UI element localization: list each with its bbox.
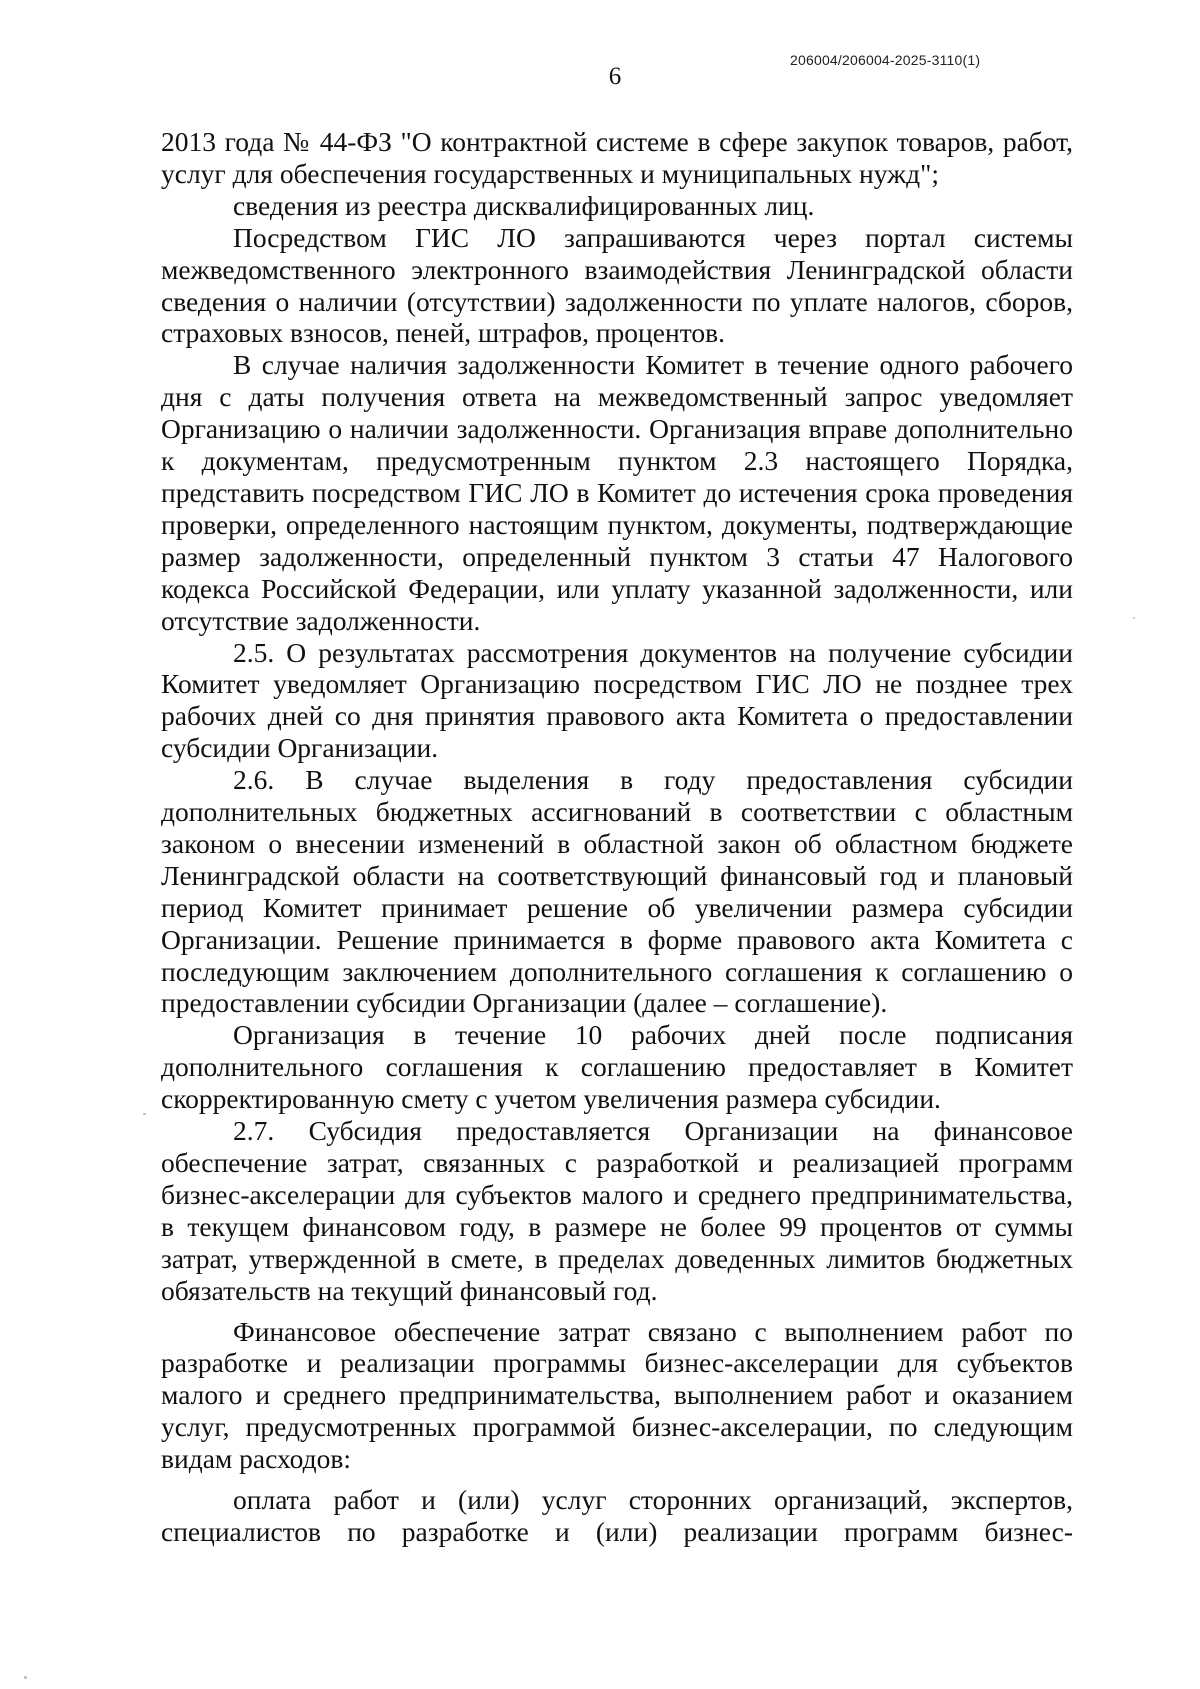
page-number: 6	[608, 63, 622, 90]
paragraph-2-7: 2.7. Субсидия предоставляется Организации на финансовое обеспечение затрат, связанных с разработкой и реализацией программ бизнес-акселерации для субъектов малого и среднего предпринимательства, в текущем финансовом году, в размере не более 99 процентов от суммы затрат, утвержденной в смете, в пределах доведенных лимитов бюджетных обязательств на текущий финансовый год.	[161, 1115, 1073, 1306]
paragraph-2-5: 2.5. О результатах рассмотрения документов на получение субсидии Комитет уведомляет Организацию посредством ГИС ЛО не позднее трех рабочих дней со дня принятия правового акта Комитета о предоставлении субсидии Организации.	[161, 636, 1073, 764]
document-registration-code: 206004/206004-2025-3110(1)	[790, 52, 981, 68]
paragraph-debt-notification: В случае наличия задолженности Комитет в течение одного рабочего дня с даты получения ответа на межведомственный запрос уведомляет Организацию о наличии задолженности. Организация вправе дополнительно к документам, предусмотренным пунктом 2.3 настоящего Порядка, представить посредством ГИС ЛО в Комитет до истечения срока проведения проверки, определенного настоящим пунктом, документы, подтверждающие размер задолженности, определенный пунктом 3 статьи 47 Налогового кодекса Российской Федерации, или уплату указанной задолженности, или отсутствие задолженности.	[161, 349, 1073, 636]
scan-speck	[1133, 617, 1135, 619]
paragraph-gis-request: Посредством ГИС ЛО запрашиваются через портал системы межведомственного электронного взаимодействия Ленинградской области сведения о наличии (отсутствии) задолженности по уплате налогов, сборов, страховых взносов, пеней, штрафов, процентов.	[161, 221, 1073, 349]
paragraph-law-reference: 2013 года № 44-ФЗ "О контрактной системе в сфере закупок товаров, работ, услуг для обеспечения государственных и муниципальных нужд";	[161, 126, 1073, 189]
scan-speck	[24, 1676, 27, 1679]
paragraph-disqualified-registry: сведения из реестра дисквалифицированных лиц.	[233, 189, 815, 221]
paragraph-updated-estimate: Организация в течение 10 рабочих дней после подписания дополнительного соглашения к соглашению предоставляет в Комитет скорректированную смету с учетом увеличения размера субсидии.	[161, 1019, 1073, 1115]
paragraph-2-6: 2.6. В случае выделения в году предоставления субсидии дополнительных бюджетных ассигнований в соответствии с областным законом о внесении изменений в областной закон об областном бюджете Ленинградской области на соответствующий финансовый год и плановый период Комитет принимает решение об увеличении размера субсидии Организации. Решение принимается в форме правового акта Комитета с последующим заключением дополнительного соглашения к соглашению о предоставлении субсидии Организации (далее – соглашение).	[161, 764, 1073, 1019]
paragraph-financing-expenses: Финансовое обеспечение затрат связано с выполнением работ по разработке и реализации программы бизнес-акселерации для субъектов малого и среднего предпринимательства, выполнением работ и оказанием услуг, предусмотренных программой бизнес-акселерации, по следующим видам расходов:	[161, 1315, 1073, 1475]
paragraph-expense-item-services: оплата работ и (или) услуг сторонних организаций, экспертов, специалистов по разработке и (или) реализации программ бизнес-	[161, 1484, 1073, 1547]
document-body	[161, 126, 1073, 1548]
scan-speck	[143, 1113, 146, 1115]
